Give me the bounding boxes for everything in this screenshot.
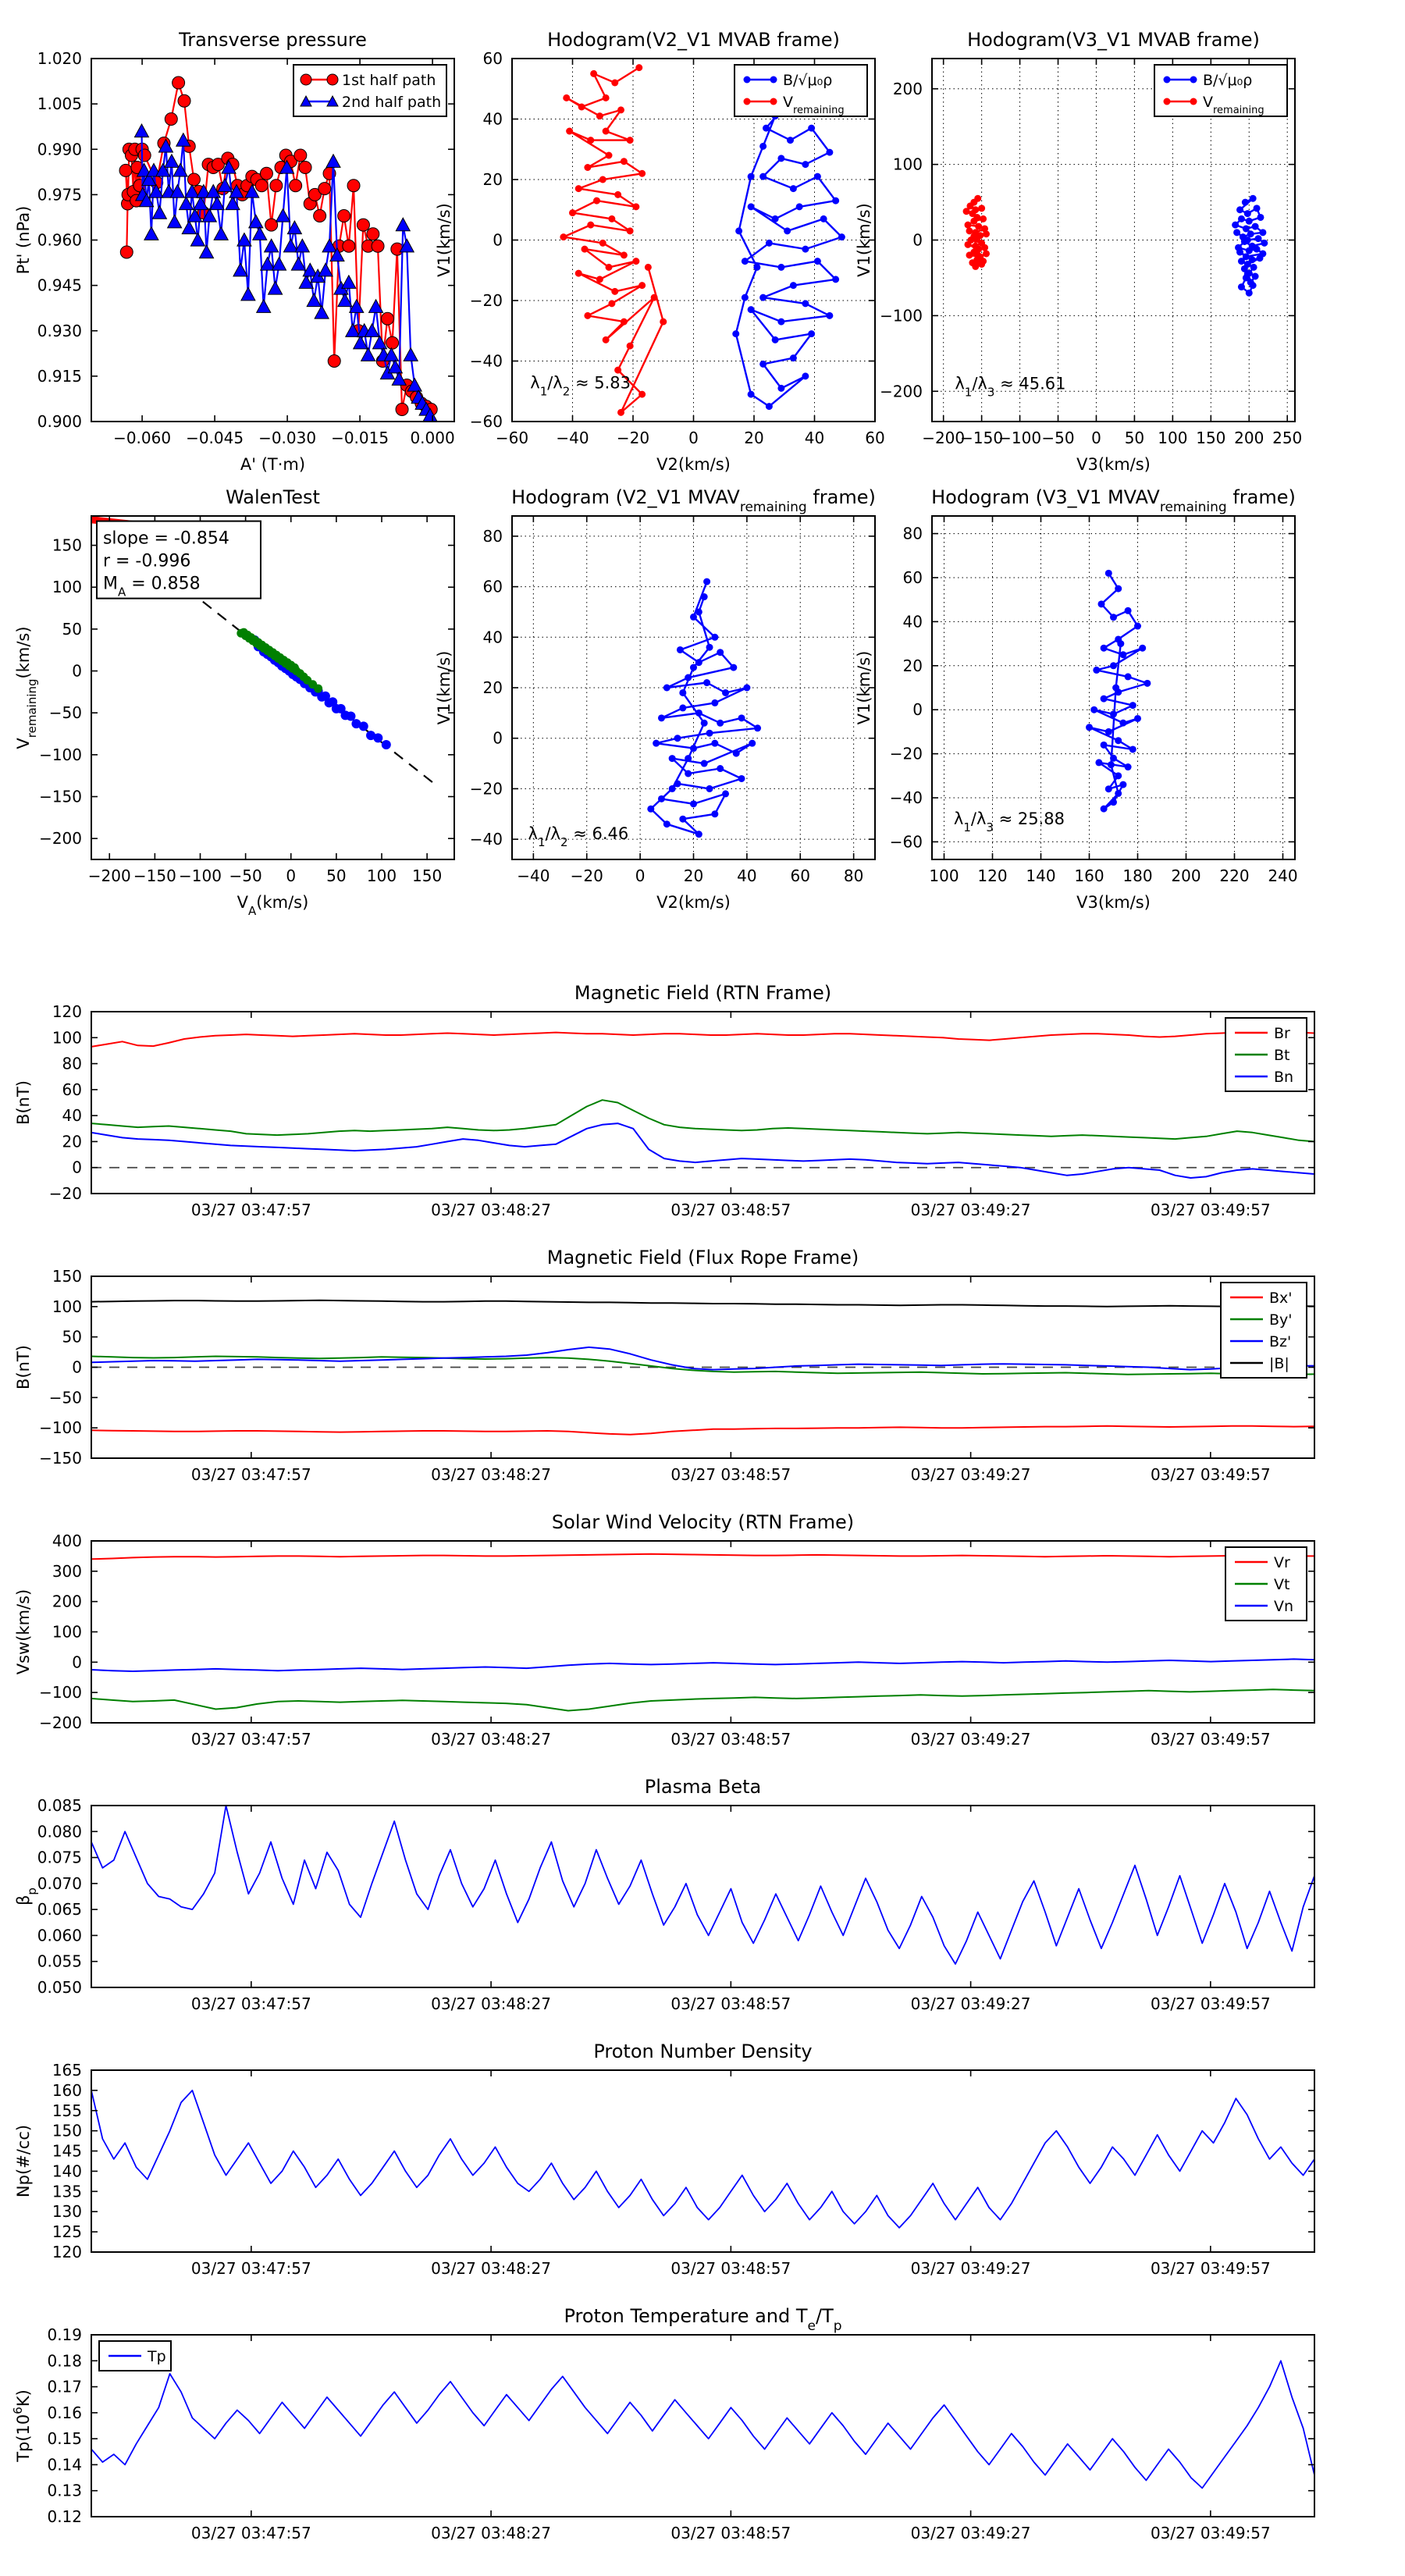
svg-text:03/27 03:49:57: 03/27 03:49:57 bbox=[1150, 1730, 1271, 1749]
svg-text:40: 40 bbox=[482, 109, 503, 129]
svg-text:60: 60 bbox=[902, 568, 923, 587]
svg-text:80: 80 bbox=[902, 524, 923, 543]
svg-text:03/27 03:49:27: 03/27 03:49:27 bbox=[910, 1465, 1031, 1484]
svg-text:135: 135 bbox=[52, 2182, 82, 2201]
svg-text:145: 145 bbox=[52, 2141, 82, 2161]
svg-text:40: 40 bbox=[737, 866, 757, 885]
svg-text:100: 100 bbox=[892, 155, 923, 174]
magnetic-field-flux-rope-series-bz- bbox=[91, 1347, 1314, 1370]
axis-ticks bbox=[91, 1541, 1314, 1723]
svg-text:100: 100 bbox=[366, 866, 397, 885]
svg-text:160: 160 bbox=[52, 2080, 82, 2100]
svg-text:0: 0 bbox=[688, 429, 699, 447]
svg-text:03/27 03:49:27: 03/27 03:49:27 bbox=[910, 2524, 1031, 2542]
svg-text:0.960: 0.960 bbox=[37, 230, 82, 250]
svg-text:Vn: Vn bbox=[1274, 1598, 1294, 1615]
magnetic-field-flux-rope-legend bbox=[1221, 1283, 1307, 1378]
svg-text:180: 180 bbox=[1122, 866, 1153, 885]
svg-text:03/27 03:48:27: 03/27 03:48:27 bbox=[431, 1994, 552, 2013]
svg-text:100: 100 bbox=[52, 1622, 82, 1642]
hodogram-v3v1-mvab-series-v-remaining bbox=[963, 195, 990, 270]
solar-wind-velocity-title: Solar Wind Velocity (RTN Frame) bbox=[551, 1511, 855, 1533]
svg-text:03/27 03:48:27: 03/27 03:48:27 bbox=[431, 2524, 552, 2542]
svg-text:50: 50 bbox=[1124, 429, 1145, 447]
svg-text:80: 80 bbox=[843, 866, 864, 885]
svg-text:−150: −150 bbox=[960, 429, 1004, 447]
hodogram-v3v1-mvav-annotation: $\lambda_1/\lambda_3 \approx 25.88$ bbox=[953, 809, 1065, 834]
hodogram-v2v1-mvab-xlabel: V2(km/s) bbox=[656, 455, 731, 474]
svg-text:120: 120 bbox=[52, 1002, 82, 1021]
svg-text:80: 80 bbox=[62, 1054, 82, 1073]
svg-text:−40: −40 bbox=[517, 866, 550, 885]
axis-ticks bbox=[91, 1012, 1314, 1194]
svg-text:−0.030: −0.030 bbox=[258, 429, 317, 447]
svg-text:150: 150 bbox=[52, 1267, 82, 1286]
svg-text:20: 20 bbox=[62, 1132, 82, 1151]
proton-number-density-series-np bbox=[91, 2090, 1314, 2228]
svg-text:0.900: 0.900 bbox=[37, 412, 82, 431]
solar-wind-velocity-ylabel: Vsw(km/s) bbox=[14, 1589, 33, 1675]
svg-text:0: 0 bbox=[912, 700, 923, 720]
svg-text:−20: −20 bbox=[469, 779, 503, 799]
svg-text:−200: −200 bbox=[922, 429, 966, 447]
chart-magnetic-field-flux-rope bbox=[14, 1247, 1314, 1484]
svg-text:−50: −50 bbox=[48, 1388, 82, 1407]
svg-text:−20: −20 bbox=[570, 866, 603, 885]
svg-text:0.12: 0.12 bbox=[47, 2507, 82, 2526]
svg-text:20: 20 bbox=[482, 678, 503, 697]
transverse-pressure-xlabel: A' (T·m) bbox=[240, 455, 306, 474]
svg-text:100: 100 bbox=[1158, 429, 1188, 447]
svg-text:60: 60 bbox=[62, 1080, 82, 1099]
svg-text:−40: −40 bbox=[556, 429, 589, 447]
hodogram-v3v1-mvav-ylabel: V1(km/s) bbox=[855, 650, 873, 725]
svg-text:140: 140 bbox=[1026, 866, 1056, 885]
svg-text:165: 165 bbox=[52, 2061, 82, 2080]
svg-text:150: 150 bbox=[1196, 429, 1226, 447]
magnetic-field-flux-rope-series-bx- bbox=[91, 1426, 1314, 1435]
chart-hodogram-v2v1-mvab bbox=[435, 29, 885, 474]
hodogram-v2v1-mvav-series-b-over-sqrt-mu0-rho bbox=[647, 578, 761, 838]
svg-text:0.14: 0.14 bbox=[47, 2455, 82, 2475]
chart-proton-number-density bbox=[14, 2041, 1314, 2278]
svg-text:−100: −100 bbox=[998, 429, 1042, 447]
svg-text:120: 120 bbox=[52, 2243, 82, 2261]
svg-text:−200: −200 bbox=[39, 829, 82, 849]
axis-ticks bbox=[91, 1806, 1314, 1987]
svg-text:03/27 03:48:27: 03/27 03:48:27 bbox=[431, 2259, 552, 2278]
svg-text:0: 0 bbox=[1091, 429, 1101, 447]
svg-text:0: 0 bbox=[912, 230, 923, 250]
svg-text:0.070: 0.070 bbox=[37, 1873, 82, 1893]
proton-temperature-legend bbox=[99, 2341, 171, 2371]
axes-frame bbox=[91, 2070, 1314, 2252]
svg-text:60: 60 bbox=[482, 49, 503, 68]
svg-text:−200: −200 bbox=[39, 1713, 82, 1732]
hodogram-v2v1-mvav-xlabel: V2(km/s) bbox=[656, 893, 731, 912]
svg-text:03/27 03:47:57: 03/27 03:47:57 bbox=[190, 2524, 311, 2542]
svg-text:03/27 03:48:57: 03/27 03:48:57 bbox=[670, 2259, 791, 2278]
svg-text:60: 60 bbox=[790, 866, 810, 885]
transverse-pressure-ylabel: Pt' (nPa) bbox=[14, 205, 33, 275]
axis-ticks bbox=[91, 2070, 1314, 2252]
svg-text:0.19: 0.19 bbox=[47, 2325, 82, 2344]
svg-text:MA = 0.858: $M_A = 0.858$ bbox=[102, 574, 201, 600]
axes-frame bbox=[91, 1806, 1314, 1987]
plasma-beta-ylabel: $\beta_p$ bbox=[14, 1888, 39, 1905]
svg-text:−20: −20 bbox=[616, 429, 650, 447]
svg-text:−100: −100 bbox=[880, 306, 923, 326]
svg-text:03/27 03:48:57: 03/27 03:48:57 bbox=[670, 1994, 791, 2013]
svg-text:0.915: 0.915 bbox=[37, 366, 82, 386]
svg-text:−50: −50 bbox=[48, 703, 82, 723]
svg-text:r = -0.996: r = -0.996 bbox=[102, 551, 191, 571]
axis-tick-labels bbox=[890, 525, 1298, 885]
magnetic-field-rtn-title: Magnetic Field (RTN Frame) bbox=[574, 982, 832, 1004]
hodogram-v2v1-mvav-ylabel: V1(km/s) bbox=[435, 650, 454, 725]
svg-text:−60: −60 bbox=[889, 832, 923, 852]
chart-solar-wind-velocity bbox=[14, 1511, 1314, 1749]
svg-text:20: 20 bbox=[744, 429, 764, 447]
hodogram-v3v1-mvab-legend bbox=[1154, 65, 1287, 116]
svg-text:50: 50 bbox=[62, 619, 82, 639]
svg-text:40: 40 bbox=[902, 612, 923, 632]
svg-text:03/27 03:49:27: 03/27 03:49:27 bbox=[910, 1994, 1031, 2013]
svg-text:125: 125 bbox=[52, 2222, 82, 2242]
svg-text:40: 40 bbox=[482, 628, 503, 647]
hodogram-v3v1-mvav-series-b-over-sqrt-mu0-rho bbox=[1086, 570, 1151, 813]
svg-text:Bn: Bn bbox=[1274, 1069, 1294, 1086]
svg-text:100: 100 bbox=[52, 1028, 82, 1048]
magnetic-field-flux-rope-ylabel: B(nT) bbox=[14, 1345, 33, 1389]
proton-number-density-ylabel: Np(#/cc) bbox=[14, 2124, 33, 2198]
svg-text:100: 100 bbox=[929, 866, 959, 885]
svg-text:0.065: 0.065 bbox=[37, 1900, 82, 1920]
svg-text:03/27 03:49:57: 03/27 03:49:57 bbox=[1150, 1201, 1271, 1219]
svg-text:1.005: 1.005 bbox=[37, 94, 82, 114]
hodogram-v3v1-mvav-title: Hodogram (V3_V1 $MVAV_{remaining}$ frame) bbox=[931, 486, 1296, 515]
svg-text:Vremaining: $V_{remaining}$ bbox=[783, 94, 845, 116]
svg-text:03/27 03:49:27: 03/27 03:49:27 bbox=[910, 1730, 1031, 1749]
walen-test-series-walen-points-green bbox=[237, 628, 322, 693]
svg-text:−20: −20 bbox=[889, 744, 923, 763]
magnetic-field-rtn-series-bn bbox=[91, 1123, 1314, 1178]
svg-text:−100: −100 bbox=[39, 745, 82, 764]
svg-text:Vr: Vr bbox=[1274, 1554, 1290, 1571]
axes-frame bbox=[91, 1541, 1314, 1723]
svg-text:−20: −20 bbox=[48, 1184, 82, 1203]
svg-text:0.055: 0.055 bbox=[37, 1952, 82, 1971]
svg-text:40: 40 bbox=[804, 429, 825, 447]
svg-text:03/27 03:47:57: 03/27 03:47:57 bbox=[190, 1994, 311, 2013]
chart-proton-temperature bbox=[11, 2305, 1314, 2542]
svg-text:150: 150 bbox=[52, 535, 82, 555]
svg-text:−50: −50 bbox=[1041, 429, 1075, 447]
svg-text:slope = -0.854: slope = -0.854 bbox=[102, 528, 229, 549]
svg-text:−200: −200 bbox=[87, 866, 131, 885]
svg-text:0.075: 0.075 bbox=[37, 1848, 82, 1867]
svg-text:−100: −100 bbox=[39, 1683, 82, 1703]
svg-text:0.085: 0.085 bbox=[37, 1796, 82, 1815]
svg-text:155: 155 bbox=[52, 2101, 82, 2120]
svg-text:0.080: 0.080 bbox=[37, 1822, 82, 1841]
svg-text:−100: −100 bbox=[39, 1418, 82, 1438]
svg-text:0: 0 bbox=[635, 866, 646, 885]
svg-text:0: 0 bbox=[286, 866, 297, 885]
svg-text:Tp: Tp bbox=[148, 2348, 166, 2365]
svg-text:20: 20 bbox=[902, 656, 923, 675]
chart-hodogram-v3v1-mvab bbox=[855, 29, 1302, 474]
svg-text:120: 120 bbox=[977, 866, 1008, 885]
svg-text:03/27 03:48:57: 03/27 03:48:57 bbox=[670, 1465, 791, 1484]
magnetic-field-flux-rope-series--b- bbox=[91, 1300, 1314, 1307]
svg-text:Bt: Bt bbox=[1274, 1047, 1290, 1064]
proton-temperature-title: Proton Temperature and $T_e/T_p$ bbox=[564, 2305, 842, 2334]
svg-text:60: 60 bbox=[865, 429, 885, 447]
walen-test-title: WalenTest bbox=[226, 486, 320, 508]
svg-text:−200: −200 bbox=[880, 382, 923, 401]
svg-text:0: 0 bbox=[493, 230, 503, 250]
svg-text:0.15: 0.15 bbox=[47, 2429, 82, 2449]
hodogram-v2v1-mvab-annotation: $\lambda_1/\lambda_2 \approx 5.83$ bbox=[530, 373, 631, 399]
solar-wind-velocity-series-vn bbox=[91, 1659, 1314, 1671]
svg-text:03/27 03:49:57: 03/27 03:49:57 bbox=[1150, 2524, 1271, 2542]
svg-text:100: 100 bbox=[52, 578, 82, 597]
magnetic-field-flux-rope-title: Magnetic Field (Flux Rope Frame) bbox=[546, 1247, 859, 1268]
svg-text:03/27 03:49:57: 03/27 03:49:57 bbox=[1150, 1465, 1271, 1484]
chart-walen-test bbox=[14, 486, 454, 918]
svg-text:−150: −150 bbox=[39, 787, 82, 806]
svg-text:0.975: 0.975 bbox=[37, 185, 82, 205]
svg-text:03/27 03:47:57: 03/27 03:47:57 bbox=[190, 2259, 311, 2278]
axis-tick-labels bbox=[39, 1532, 1271, 1749]
svg-text:0.16: 0.16 bbox=[47, 2403, 82, 2422]
axis-tick-labels bbox=[52, 2061, 1271, 2278]
transverse-pressure-series-2nd-half-path bbox=[134, 124, 437, 422]
magnetic-field-rtn-series-bt bbox=[91, 1100, 1314, 1141]
hodogram-v3v1-mvab-series-b-over-sqrt-mu0-rho bbox=[1232, 195, 1268, 297]
svg-text:20: 20 bbox=[683, 866, 704, 885]
svg-text:0.945: 0.945 bbox=[37, 276, 82, 295]
svg-text:−20: −20 bbox=[469, 291, 503, 310]
svg-text:03/27 03:49:57: 03/27 03:49:57 bbox=[1150, 1994, 1271, 2013]
magnetic-field-rtn-legend bbox=[1225, 1018, 1307, 1091]
svg-text:−60: −60 bbox=[495, 429, 529, 447]
svg-text:03/27 03:48:27: 03/27 03:48:27 bbox=[431, 1201, 552, 1219]
svg-text:|B|: |B| bbox=[1269, 1355, 1289, 1372]
svg-text:140: 140 bbox=[52, 2161, 82, 2181]
svg-text:−150: −150 bbox=[39, 1449, 82, 1468]
hodogram-v2v1-mvab-series-b-over-sqrt-mu0-rho bbox=[732, 88, 845, 410]
svg-text:−0.060: −0.060 bbox=[113, 429, 172, 447]
hodogram-v2v1-mvab-legend bbox=[735, 65, 867, 116]
svg-text:−50: −50 bbox=[229, 866, 262, 885]
svg-text:220: 220 bbox=[1219, 866, 1250, 885]
svg-text:200: 200 bbox=[892, 79, 923, 98]
svg-text:−40: −40 bbox=[469, 830, 503, 849]
svg-text:Vremaining: $V_{remaining}$ bbox=[1203, 94, 1264, 116]
svg-text:−40: −40 bbox=[469, 351, 503, 371]
svg-text:130: 130 bbox=[52, 2202, 82, 2222]
svg-text:Bz': Bz' bbox=[1269, 1333, 1292, 1350]
svg-text:200: 200 bbox=[52, 1592, 82, 1611]
svg-text:40: 40 bbox=[62, 1106, 82, 1126]
svg-text:−0.045: −0.045 bbox=[186, 429, 244, 447]
hodogram-v2v1-mvab-ylabel: V1(km/s) bbox=[435, 203, 454, 277]
svg-text:100: 100 bbox=[52, 1297, 82, 1316]
svg-text:150: 150 bbox=[412, 866, 443, 885]
axes-frame bbox=[91, 2335, 1314, 2517]
hodogram-v2v1-mvab-title: Hodogram(V2_V1 MVAB frame) bbox=[547, 29, 840, 51]
plasma-beta-title: Plasma Beta bbox=[644, 1776, 762, 1798]
svg-text:50: 50 bbox=[326, 866, 347, 885]
svg-text:03/27 03:48:27: 03/27 03:48:27 bbox=[431, 1465, 552, 1484]
svg-text:150: 150 bbox=[52, 2121, 82, 2140]
svg-text:0.18: 0.18 bbox=[47, 2351, 82, 2371]
chart-hodogram-v2v1-mvav bbox=[435, 486, 876, 912]
hodogram-v3v1-mvab-ylabel: V1(km/s) bbox=[855, 203, 873, 277]
svg-text:20: 20 bbox=[482, 170, 503, 189]
svg-text:0: 0 bbox=[72, 1158, 82, 1177]
walen-test-stats-box bbox=[97, 521, 261, 600]
proton-temperature-series-tp bbox=[91, 2361, 1314, 2488]
hodogram-v2v1-mvab-series-v-remaining bbox=[560, 64, 667, 416]
svg-text:03/27 03:47:57: 03/27 03:47:57 bbox=[190, 1465, 311, 1484]
svg-text:Br: Br bbox=[1274, 1025, 1290, 1042]
svg-text:Vt: Vt bbox=[1274, 1576, 1290, 1593]
svg-text:300: 300 bbox=[52, 1561, 82, 1581]
hodogram-v3v1-mvav-xlabel: V3(km/s) bbox=[1076, 893, 1151, 912]
hodogram-v3v1-mvab-xlabel: V3(km/s) bbox=[1076, 455, 1151, 474]
grid bbox=[512, 516, 875, 859]
chart-hodogram-v3v1-mvav bbox=[855, 486, 1298, 912]
svg-text:0.930: 0.930 bbox=[37, 321, 82, 340]
transverse-pressure-title: Transverse pressure bbox=[179, 29, 367, 51]
svg-text:0: 0 bbox=[72, 661, 82, 681]
svg-text:03/27 03:48:27: 03/27 03:48:27 bbox=[431, 1730, 552, 1749]
svg-text:03/27 03:48:57: 03/27 03:48:57 bbox=[670, 1730, 791, 1749]
transverse-pressure-legend bbox=[293, 65, 446, 116]
svg-text:03/27 03:49:27: 03/27 03:49:27 bbox=[910, 1201, 1031, 1219]
svg-text:240: 240 bbox=[1268, 866, 1298, 885]
svg-text:0.000: 0.000 bbox=[410, 429, 455, 447]
svg-text:−0.015: −0.015 bbox=[331, 429, 389, 447]
svg-text:1.020: 1.020 bbox=[37, 49, 82, 68]
svg-text:200: 200 bbox=[1234, 429, 1264, 447]
solar-wind-velocity-series-vr bbox=[91, 1554, 1314, 1560]
svg-text:400: 400 bbox=[52, 1532, 82, 1550]
svg-text:−60: −60 bbox=[469, 412, 503, 431]
svg-text:Bx': Bx' bbox=[1269, 1290, 1293, 1307]
svg-text:160: 160 bbox=[1074, 866, 1104, 885]
svg-text:50: 50 bbox=[62, 1327, 82, 1347]
svg-text:03/27 03:47:57: 03/27 03:47:57 bbox=[190, 1201, 311, 1219]
proton-temperature-ylabel: $Tp(10^6K)$ bbox=[11, 2389, 33, 2462]
svg-text:−100: −100 bbox=[179, 866, 222, 885]
svg-text:By': By' bbox=[1269, 1311, 1293, 1329]
magnetic-field-rtn-series-br bbox=[91, 1033, 1314, 1047]
plasma-beta-series-beta-p bbox=[91, 1806, 1314, 1964]
hodogram-v2v1-mvav-annotation: $\lambda_1/\lambda_2 \approx 6.46$ bbox=[528, 824, 629, 850]
chart-transverse-pressure bbox=[14, 29, 455, 474]
svg-text:−40: −40 bbox=[889, 788, 923, 808]
svg-text:03/27 03:49:27: 03/27 03:49:27 bbox=[910, 2259, 1031, 2278]
svg-text:0.060: 0.060 bbox=[37, 1926, 82, 1945]
svg-text:0: 0 bbox=[493, 728, 503, 748]
svg-text:0.13: 0.13 bbox=[47, 2481, 82, 2500]
svg-text:03/27 03:47:57: 03/27 03:47:57 bbox=[190, 1730, 311, 1749]
svg-text:0.990: 0.990 bbox=[37, 140, 82, 159]
solar-wind-velocity-legend bbox=[1225, 1547, 1307, 1621]
proton-number-density-title: Proton Number Density bbox=[593, 2041, 813, 2062]
axis-tick-labels bbox=[39, 1267, 1271, 1484]
chart-plasma-beta bbox=[14, 1776, 1314, 2013]
svg-text:B/√μ₀ρ: B/√μ₀ρ bbox=[1203, 72, 1253, 89]
svg-text:03/27 03:48:57: 03/27 03:48:57 bbox=[670, 2524, 791, 2542]
svg-text:0.050: 0.050 bbox=[37, 1978, 82, 1997]
magnetic-field-rtn-ylabel: B(nT) bbox=[14, 1080, 33, 1125]
svg-text:200: 200 bbox=[1171, 866, 1201, 885]
svg-text:0: 0 bbox=[72, 1357, 82, 1377]
svg-text:0: 0 bbox=[72, 1653, 82, 1672]
svg-text:250: 250 bbox=[1272, 429, 1303, 447]
axis-ticks bbox=[91, 2335, 1314, 2517]
svg-text:−150: −150 bbox=[133, 866, 176, 885]
solar-wind-velocity-series-vt bbox=[91, 1689, 1314, 1710]
axes-frame bbox=[91, 1012, 1314, 1194]
svg-text:0.17: 0.17 bbox=[47, 2377, 82, 2396]
svg-text:03/27 03:48:57: 03/27 03:48:57 bbox=[670, 1201, 791, 1219]
hodogram-v2v1-mvav-title: Hodogram (V2_V1 $MVAV_{remaining}$ frame) bbox=[511, 486, 876, 515]
walen-test-xlabel: $V_A(km/s)$ bbox=[237, 893, 309, 918]
axis-tick-labels bbox=[47, 2325, 1270, 2542]
svg-text:B/√μ₀ρ: B/√μ₀ρ bbox=[783, 72, 833, 89]
hodogram-v3v1-mvab-annotation: $\lambda_1/\lambda_3 \approx 45.61$ bbox=[955, 374, 1066, 400]
svg-text:03/27 03:49:57: 03/27 03:49:57 bbox=[1150, 2259, 1271, 2278]
walen-test-ylabel: $V_{remaining}(km/s)$ bbox=[14, 626, 39, 749]
chart-magnetic-field-rtn bbox=[14, 982, 1314, 1219]
svg-text:80: 80 bbox=[482, 526, 503, 546]
hodogram-v3v1-mvab-title: Hodogram(V3_V1 MVAB frame) bbox=[967, 29, 1260, 51]
svg-text:2nd half path: 2nd half path bbox=[342, 94, 442, 111]
svg-text:1st half path: 1st half path bbox=[342, 72, 436, 89]
svg-text:60: 60 bbox=[482, 577, 503, 596]
